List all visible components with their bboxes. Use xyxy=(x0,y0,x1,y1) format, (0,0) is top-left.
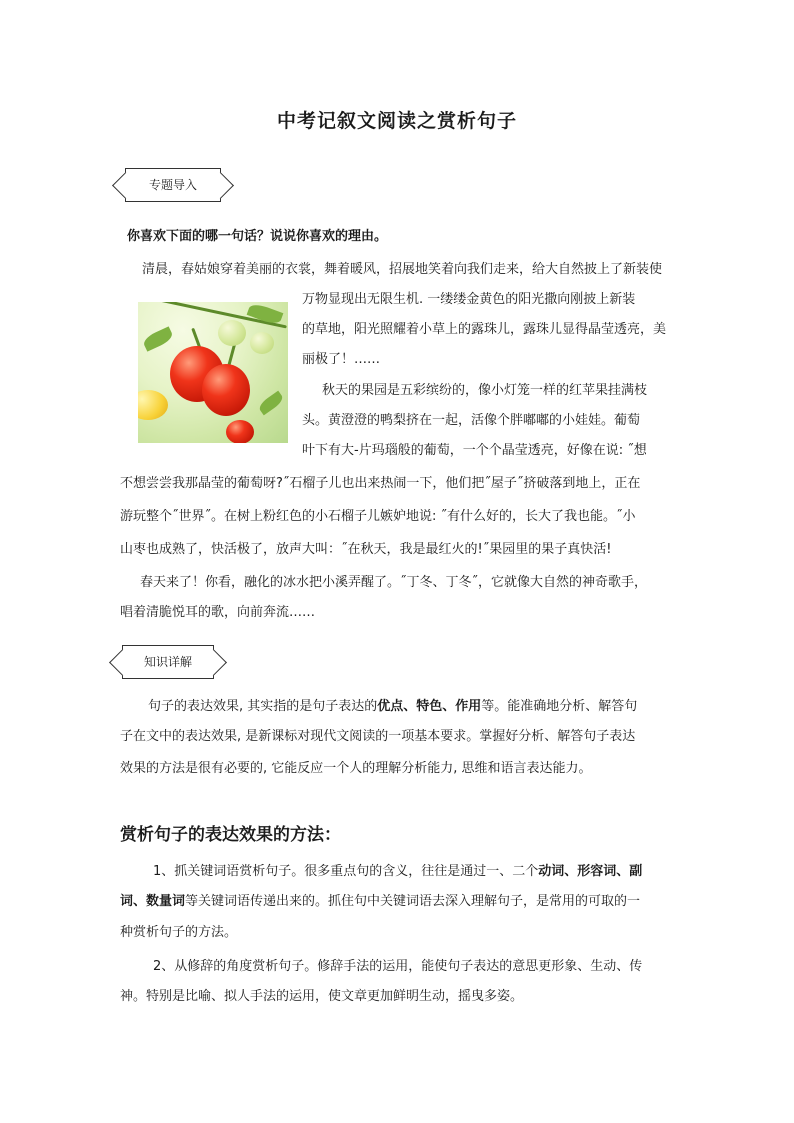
method2-line1: 2、从修辞的角度赏析句子。修辞手法的运用，能使句子表达的意思更形象、生动、传 xyxy=(153,959,643,974)
method1-line3: 种赏析句子的方法。 xyxy=(120,925,238,940)
passage3-line1: 春天来了！你看，融化的冰水把小溪弄醒了。˝丁冬、丁冬˝，它就像大自然的神奇歌手， xyxy=(140,575,648,590)
passage2-line2: 头。黄澄澄的鸭梨挤在一起，活像个胖嘟嘟的小娃娃。葡萄 xyxy=(302,413,641,428)
passage2-line3: 叶下有大-片玛瑙般的葡萄，一个个晶莹透亮，好像在说: ˝想 xyxy=(302,443,647,458)
section-tag-intro: 专题导入 xyxy=(125,168,221,202)
passage1-line1: 清晨，春姑娘穿着美丽的衣裳，舞着暖风，招展地笑着向我们走来，给大自然披上了新装使 xyxy=(142,262,663,277)
knowledge-line1: 句子的表达效果, 其实指的是句子表达的优点、特色、作用等。能准确地分析、解答句 xyxy=(148,699,638,714)
knowledge-line2: 子在文中的表达效果, 是新课标对现代文阅读的一项基本要求。掌握好分析、解答句子表达 xyxy=(120,729,636,744)
passage2-line5: 游玩整个˝世界˝。在树上粉红色的小石榴子儿嫉妒地说: ˝有什么好的，长大了我也能。˝小 xyxy=(120,509,636,524)
method1-line2: 词、数量词等关键词语传递出来的。抓住句中关键词语去深入理解句子，是常用的可取的一 xyxy=(120,894,641,909)
passage1-line3: 的草地，阳光照耀着小草上的露珠儿，露珠儿显得晶莹透亮，美 xyxy=(302,322,667,337)
method2-line2: 神。特别是比喻、拟人手法的运用，使文章更加鲜明生动，摇曳多姿。 xyxy=(120,989,524,1004)
passage1-line4: 丽极了！…… xyxy=(302,352,381,367)
method1-line1: 1、抓关键词语赏析句子。很多重点句的含义，往往是通过一、二个动词、形容词、副 xyxy=(153,864,643,879)
passage2-line4: 不想尝尝我那晶莹的葡萄呀?˝石榴子儿也出来热闹一下，他们把˝屋子˝挤破落到地上，正在 xyxy=(120,476,641,491)
passage2-line1: 秋天的果园是五彩缤纷的，像小灯笼一样的红苹果挂满枝 xyxy=(322,383,648,398)
passage3-line2: 唱着清脆悦耳的歌，向前奔流…… xyxy=(120,605,316,620)
question-text: 你喜欢下面的哪一句话？说说你喜欢的理由。 xyxy=(127,229,388,244)
section-tag-knowledge: 知识详解 xyxy=(122,645,214,679)
passage2-line6: 山枣也成熟了，快活极了，放声大叫：˝在秋天，我是最红火的!˝果园里的果子真快活! xyxy=(120,542,612,557)
knowledge-line3: 效果的方法是很有必要的, 它能反应一个人的理解分析能力, 思维和语言表达能力。 xyxy=(120,761,592,776)
page-title: 中考记叙文阅读之赏析句子 xyxy=(276,110,517,132)
methods-heading: 赏析句子的表达效果的方法： xyxy=(120,825,341,845)
passage1-line2: 万物显现出无限生机. 一缕缕金黄色的阳光撒向刚披上新装 xyxy=(302,292,636,307)
tomato-photo xyxy=(138,302,288,443)
